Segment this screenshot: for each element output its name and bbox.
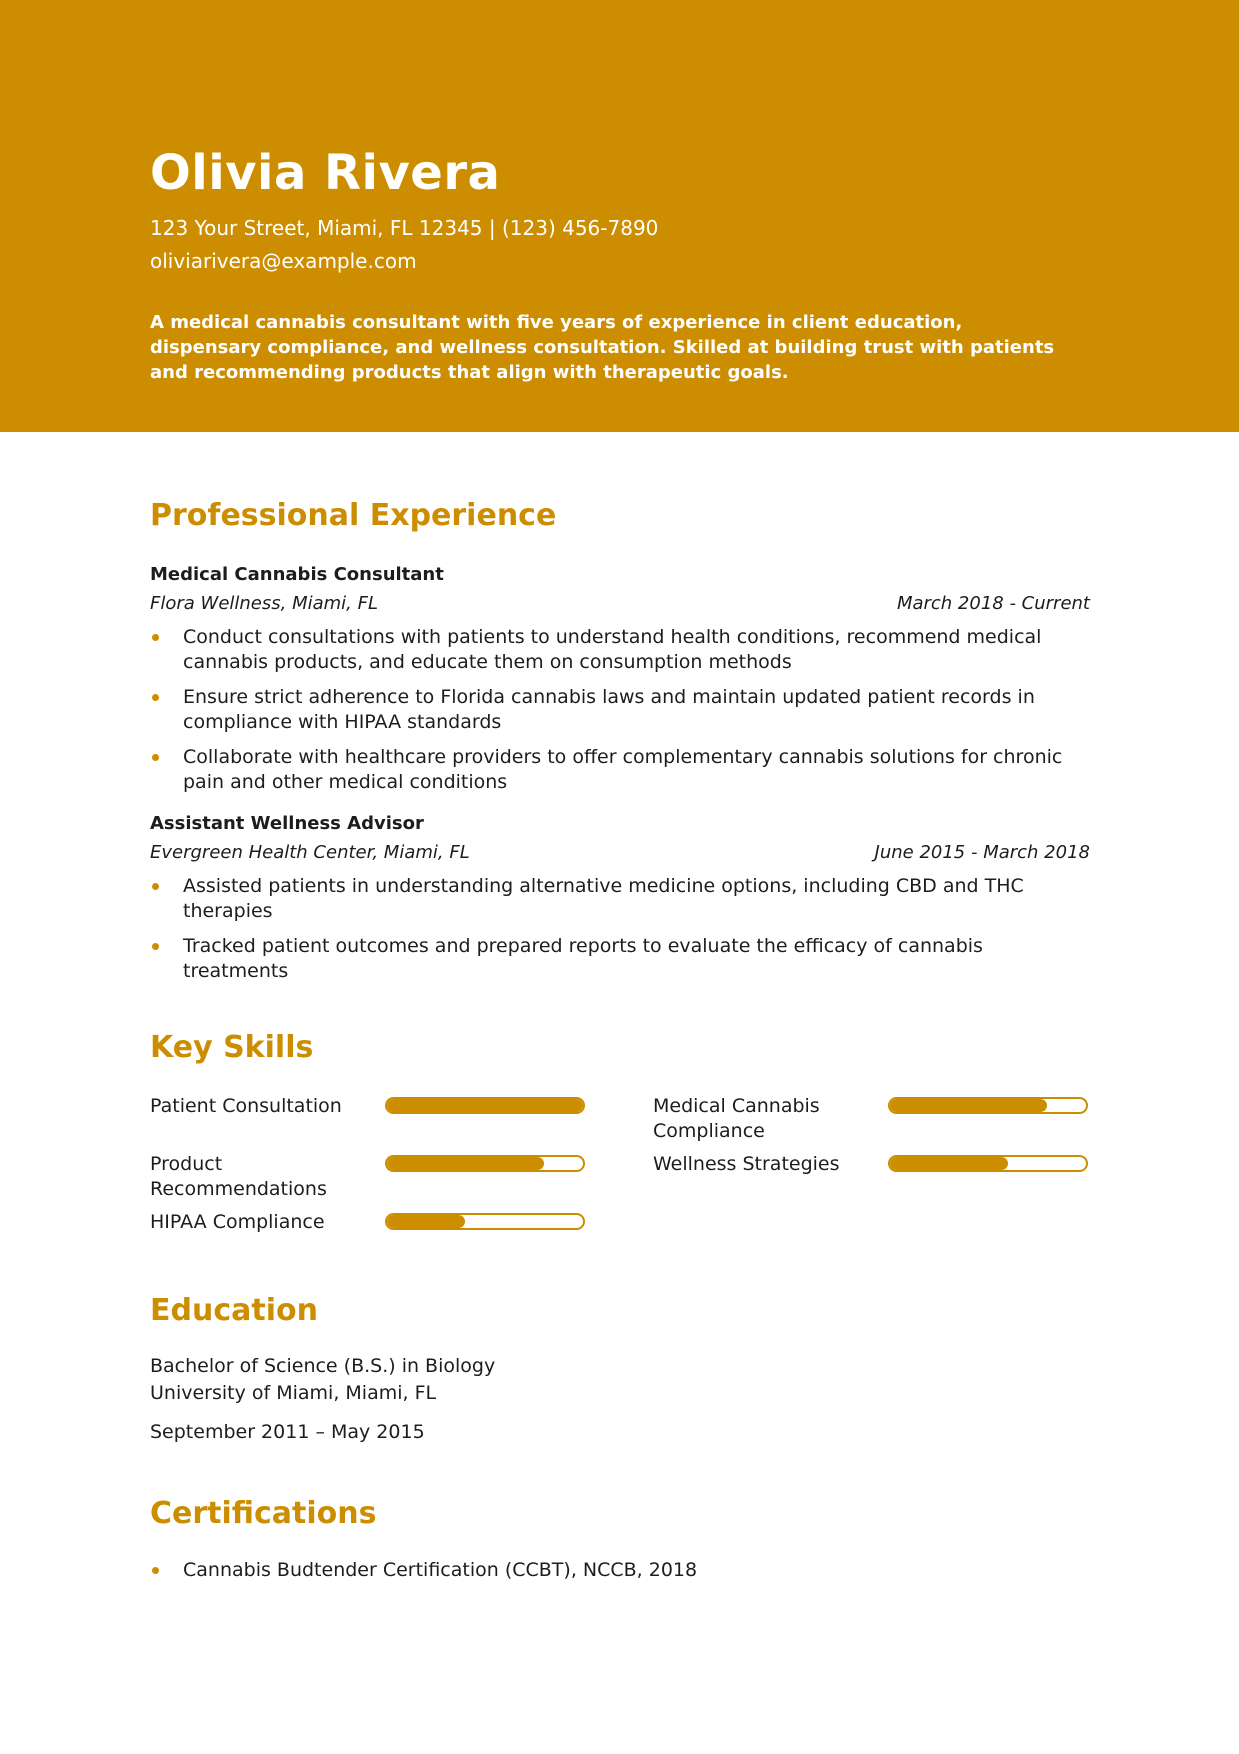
bullet-text: Ensure strict adherence to Florida cannabis laws and maintain updated patient records in compliance with HIPAA standards bbox=[183, 686, 1035, 733]
skill-level-fill bbox=[387, 1215, 465, 1228]
job-company: Flora Wellness, Miami, FL bbox=[150, 593, 378, 614]
job-title: Assistant Wellness Advisor bbox=[150, 813, 424, 834]
skill-name: HIPAA Compliance bbox=[150, 1211, 325, 1233]
job-company: Evergreen Health Center, Miami, FL bbox=[150, 842, 470, 863]
bullet-icon bbox=[152, 634, 159, 641]
skill-level-fill bbox=[890, 1099, 1047, 1112]
education-entry bbox=[150, 1353, 1090, 1446]
certifications-list bbox=[150, 1558, 1090, 1583]
skill-name: Medical Cannabis Compliance bbox=[653, 1095, 820, 1142]
bullet-text: Conduct consultations with patients to understand health conditions, recommend medical cannabis products, and educate them on consumption methods bbox=[183, 626, 1042, 673]
list-item bbox=[150, 1558, 1090, 1583]
skill-level-fill bbox=[387, 1099, 583, 1112]
list-item bbox=[150, 745, 1090, 795]
job-dates: June 2015 - March 2018 bbox=[874, 842, 1090, 863]
resume-header bbox=[0, 0, 1239, 432]
job-entry bbox=[150, 562, 1090, 795]
bullet-icon bbox=[152, 883, 159, 890]
skills-grid bbox=[150, 1094, 1090, 1235]
skills-section bbox=[150, 1028, 1090, 1235]
bullet-icon bbox=[152, 943, 159, 950]
skill-level-fill bbox=[890, 1157, 1008, 1170]
skill-name: Product Recommendations bbox=[150, 1153, 327, 1200]
skill-item bbox=[653, 1152, 1090, 1202]
skill-item bbox=[150, 1152, 587, 1202]
skill-level-bar bbox=[385, 1213, 585, 1230]
experience-section bbox=[150, 496, 1090, 984]
certifications-heading: Certifications bbox=[150, 1496, 377, 1531]
certifications-section bbox=[150, 1494, 1090, 1583]
skill-item bbox=[653, 1094, 1090, 1144]
skill-level-bar bbox=[888, 1097, 1088, 1114]
bullet-text: Assisted patients in understanding alternative medicine options, including CBD and THC therapies bbox=[183, 875, 1024, 922]
contact-info bbox=[150, 212, 1090, 278]
education-dates: September 2011 – May 2015 bbox=[150, 1421, 425, 1443]
job-dates: March 2018 - Current bbox=[896, 593, 1090, 614]
contact-email[interactable]: oliviarivera@example.com bbox=[150, 249, 417, 273]
bullet-text: Collaborate with healthcare providers to offer complementary cannabis solutions for chronic pain and other medical conditions bbox=[183, 746, 1063, 793]
list-item bbox=[150, 874, 1090, 924]
skills-heading: Key Skills bbox=[150, 1030, 314, 1065]
skill-level-bar bbox=[385, 1155, 585, 1172]
list-item bbox=[150, 685, 1090, 735]
job-meta bbox=[150, 591, 1090, 617]
experience-heading: Professional Experience bbox=[150, 498, 557, 533]
list-item bbox=[150, 625, 1090, 675]
skill-level-bar bbox=[888, 1155, 1088, 1172]
job-entry bbox=[150, 811, 1090, 984]
education-degree: Bachelor of Science (B.S.) in Biology bbox=[150, 1355, 496, 1377]
skill-item bbox=[150, 1210, 587, 1235]
job-meta bbox=[150, 840, 1090, 866]
skill-item bbox=[150, 1094, 587, 1144]
header-content bbox=[150, 142, 1090, 385]
bullet-icon bbox=[152, 694, 159, 701]
candidate-name: Olivia Rivera bbox=[150, 145, 501, 201]
job-bullets bbox=[150, 874, 1090, 984]
skill-name: Patient Consultation bbox=[150, 1095, 342, 1117]
bullet-icon bbox=[152, 754, 159, 761]
education-school: University of Miami, Miami, FL bbox=[150, 1382, 437, 1404]
education-heading: Education bbox=[150, 1293, 318, 1328]
contact-address-phone: 123 Your Street, Miami, FL 12345 | (123) 456-7890 bbox=[150, 216, 659, 240]
skill-level-fill bbox=[387, 1157, 544, 1170]
job-title: Medical Cannabis Consultant bbox=[150, 564, 444, 585]
skill-level-bar bbox=[385, 1097, 585, 1114]
education-section bbox=[150, 1291, 1090, 1446]
resume-body bbox=[150, 432, 1090, 1593]
job-bullets bbox=[150, 625, 1090, 795]
bullet-icon bbox=[152, 1567, 159, 1574]
bullet-text: Tracked patient outcomes and prepared reports to evaluate the efficacy of cannabis treatments bbox=[183, 935, 983, 982]
list-item bbox=[150, 934, 1090, 984]
professional-summary: A medical cannabis consultant with five years of experience in client education, dispensary compliance, and wellness consultation. Skilled at building trust with patients and recommending products that align with therapeutic goals. bbox=[150, 312, 1055, 383]
skill-name: Wellness Strategies bbox=[653, 1153, 840, 1175]
certification-text: Cannabis Budtender Certification (CCBT), NCCB, 2018 bbox=[183, 1559, 698, 1581]
